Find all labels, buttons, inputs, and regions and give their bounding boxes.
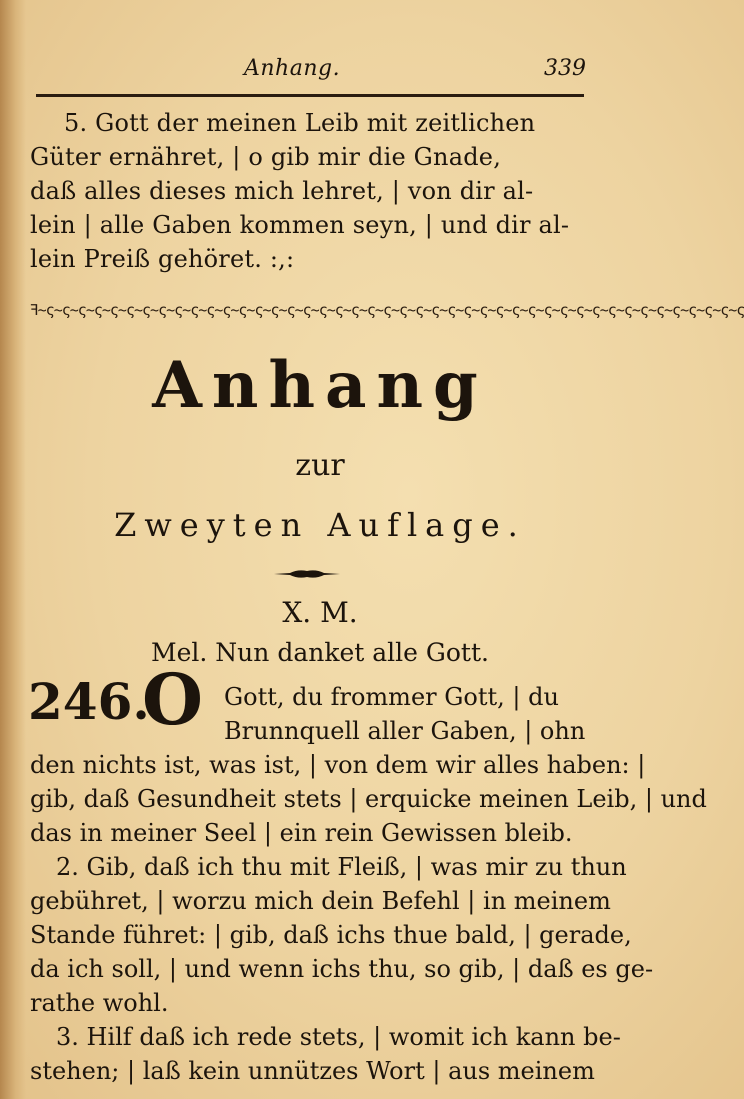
hymn-line: das in meiner Seel | ein rein Gewissen bleib.	[30, 819, 573, 847]
hymn-line: 2. Gib, daß ich thu mit Fleiß, | was mir zu thun	[56, 853, 627, 881]
hymn-line: rathe wohl.	[30, 989, 169, 1017]
appendix-heading: Anhang	[152, 348, 488, 423]
section-code: X. M.	[282, 596, 358, 629]
appendix-subheading: Zweyten Auflage.	[114, 506, 526, 544]
hymn-number: 246.	[28, 672, 150, 731]
running-head	[0, 56, 640, 90]
hymn-line: den nichts ist, was ist, | von dem wir alles haben: |	[30, 751, 646, 779]
hymn-line: Gott, du frommer Gott, | du	[224, 683, 559, 711]
prev-verse-line: daß alles dieses mich lehret, | von dir al-	[30, 177, 534, 205]
page-number: 339	[544, 56, 586, 81]
center-ornament-icon	[272, 565, 342, 583]
prev-verse-line: 5. Gott der meinen Leib mit zeitlichen	[64, 109, 536, 137]
hymn-line: Brunnquell aller Gaben, | ohn	[224, 717, 586, 745]
header-rule	[36, 94, 584, 97]
hymn-line: 3. Hilf daß ich rede stets, | womit ich kann be-	[56, 1023, 621, 1051]
ornamental-divider: ꟻ~ς~ς~ς~ς~ς~ς~ς~ς~ς~ς~ς~ς~ς~ς~ς~ς~ς~ς~ς~ς~ς~ς~ς~ς~ς~ς~ς~ς~ς~ς~ς~ς~ς~ς~ς~ς~ς~ς~ς~ς~ς~ς~ς~ς	[30, 301, 744, 319]
page-binding-edge	[0, 0, 26, 1099]
hymn-line: gib, daß Gesundheit stets | erquicke meinen Leib, | und	[30, 785, 707, 813]
hymn-line: stehen; | laß kein unnützes Wort | aus meinem	[30, 1057, 595, 1085]
prev-verse-line: lein | alle Gaben kommen seyn, | und dir al-	[30, 211, 570, 239]
prev-verse-line: Güter ernähret, | o gib mir die Gnade,	[30, 143, 502, 171]
running-head-title: Anhang.	[244, 56, 341, 81]
melody-line: Mel. Nun danket alle Gott.	[151, 638, 489, 667]
hymn-line: gebühret, | worzu mich dein Befehl | in meinem	[30, 887, 611, 915]
drop-cap: O	[142, 658, 203, 741]
appendix-zur: zur	[295, 448, 345, 483]
hymn-line: Stande führet: | gib, daß ichs thue bald, | gerade,	[30, 921, 632, 949]
hymn-line: da ich soll, | und wenn ichs thu, so gib, | daß es ge-	[30, 955, 654, 983]
prev-verse-line: lein Preiß gehöret. :,:	[30, 245, 295, 273]
